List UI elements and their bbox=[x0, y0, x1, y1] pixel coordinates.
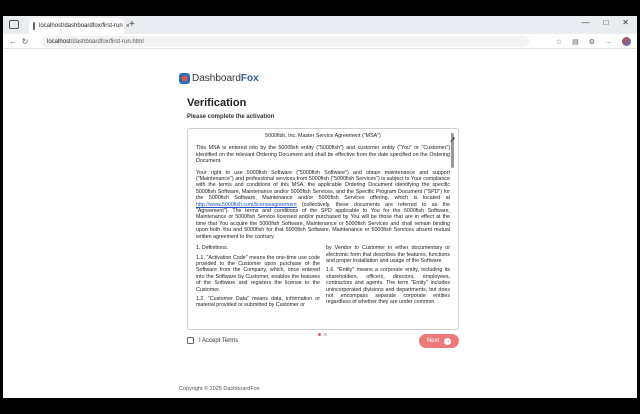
url-path: /dashboardfox/first-run.html bbox=[70, 38, 144, 45]
section-heading: 1. Definitions. bbox=[196, 245, 229, 252]
brand-name: DashboardFox bbox=[192, 73, 259, 84]
tab-title: localhost/dashboardfox/first-run bbox=[39, 23, 123, 29]
back-button[interactable]: ← bbox=[9, 36, 17, 46]
next-button[interactable] bbox=[419, 334, 459, 348]
maximize-button[interactable]: □ bbox=[603, 18, 609, 27]
minimize-button[interactable]: — bbox=[581, 18, 590, 27]
collections-icon[interactable]: ▤ bbox=[572, 38, 579, 46]
extensions-icon[interactable]: ⚙ bbox=[588, 38, 595, 46]
step-dot bbox=[324, 333, 327, 336]
definitions-columns bbox=[196, 245, 450, 312]
copyright-footer: Copyright © 2025 DashboardFox bbox=[179, 386, 260, 392]
definitions-column-left bbox=[196, 245, 320, 312]
brand-logo bbox=[179, 73, 259, 84]
definitions-column-right bbox=[326, 245, 450, 312]
tab-close-icon[interactable]: × bbox=[125, 22, 130, 30]
license-agreement-link[interactable]: http://www.5000fish.com/licenseagreement bbox=[196, 201, 297, 208]
agreement-heading: 5000fish, Inc. Master Service Agreement ("MSA") bbox=[265, 133, 381, 139]
url-host: localhost bbox=[47, 38, 71, 45]
favorites-icon[interactable]: ☆ bbox=[555, 38, 563, 46]
agreement-scroll-panel[interactable] bbox=[187, 128, 459, 330]
definition-item: by Vendor to Customer in either documentary or electronic form that describes the features, functions and proper installation and usage of the Software. bbox=[326, 245, 450, 264]
step-dot-active bbox=[318, 333, 321, 336]
page-body bbox=[3, 49, 637, 398]
next-label: Next bbox=[426, 338, 440, 344]
tab-strip bbox=[3, 16, 637, 34]
reload-button[interactable]: ↻ bbox=[21, 36, 29, 46]
accept-terms[interactable] bbox=[187, 337, 238, 344]
page-favicon-icon bbox=[33, 22, 35, 30]
page-title: Verification bbox=[187, 97, 247, 109]
definition-item: 1.1. "Activation Code" means the one-time use code provided to the Customer upon purchase of the Software from the Company, which, once entered into the Software by Customer, enables the features of the Software and registers the license to the Customer. bbox=[196, 254, 320, 293]
workspaces-icon[interactable] bbox=[9, 20, 19, 29]
browser-window bbox=[3, 16, 637, 398]
agreement-text bbox=[196, 133, 450, 312]
toolbar-icons bbox=[556, 37, 631, 46]
tab-first-run[interactable] bbox=[29, 18, 130, 34]
address-toolbar bbox=[3, 34, 637, 49]
window-controls bbox=[581, 18, 629, 27]
new-tab-button[interactable]: + bbox=[129, 19, 135, 30]
arrow-right-icon: → bbox=[444, 337, 451, 344]
agreement-paragraph: Your right to use 5000fish Software ("5000fish Software") and obtain maintenance and support ("Maintenance") and professional services from 5000fish ("5000fish Services") is subject to Your compliance with the terms and conditions of this MSA, the applicable Ordering Document identifying the specific 5000fish Software, Maintenance and/or 5000fish Services, and the Specific Program Document ("SPD") for the 5000fish Software, Maintenance and/or 5000fish Services offering, which is located at http://www.5000fish.com/licenseagreement (collectively, these documents are referred to as the "Agreement"). The terms and conditions of the SPD applicable to You for the 5000fish Software, Maintenance or 5000fish Service licensed and/or purchased by You will be those that are in effect at the time that You acquire the 5000fish Software, Maintenance or 5000fish Services and shall remain binding upon both You and 5000fish for that 5000fish Software, Maintenance or 5000fish Services absent mutual written agreement to the contrary. bbox=[196, 169, 450, 240]
mouse-cursor-icon: ➚ bbox=[449, 135, 456, 144]
definition-item: 1.6. "Entity" means a corporate entity, including its shareholders, officers, directors, employees, contractors and agents. The term "Entity" includes unincorporated divisions and departments, but does not encompass separate corporate entities regardless of whether they are under common bbox=[326, 267, 450, 306]
definition-item: 1.2. "Customer Data" means data, information or material provided or submitted by Customer or bbox=[196, 295, 320, 309]
more-icon[interactable]: … bbox=[605, 38, 612, 45]
fox-logo-icon bbox=[179, 73, 190, 84]
address-bar[interactable] bbox=[41, 36, 529, 47]
close-window-button[interactable]: ✕ bbox=[622, 18, 629, 27]
profile-avatar-icon[interactable] bbox=[622, 37, 631, 46]
agreement-paragraph: This MSA is entered into by the 5000fish entity ("5000fish") and customer entity ("You" or "Customer") identified on the relevant Ordering Document and shall be effective from the date specified on the Ordering Document. bbox=[196, 145, 450, 165]
step-indicator bbox=[318, 333, 327, 336]
accept-terms-checkbox[interactable] bbox=[187, 337, 194, 344]
page-subtitle: Please complete the activation bbox=[187, 114, 275, 120]
accept-terms-label: I Accept Terms bbox=[199, 337, 239, 344]
